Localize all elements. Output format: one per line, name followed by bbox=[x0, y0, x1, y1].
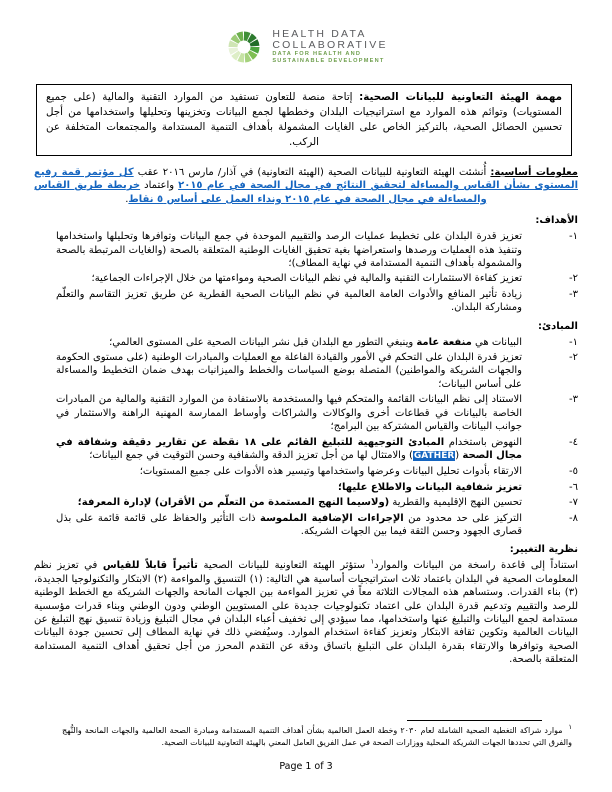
item-text: تعزيز كفاءة الاستثمارات التقنية والمالية في نظم البيانات الصحية ومواءمتها من خلال الإجراءات الجماعية؛ bbox=[91, 273, 522, 285]
background-paragraph: معلومات أساسية: أُنشئت الهيئة التعاونية للبيانات الصحية (الهيئة التعاونية) في آذار/ مارس ٢٠١٦ عقب كل مؤتمر قمة رفيع المستوى بشأن القياس والمساءلة لتحقيق النتائج في مجال الصحة في عام ٢٠١٥ واعتماد خريطة طريق القياس والمساءلة في مجال الصحة في عام ٢٠١٥ ونداء العمل على أساس ٥ نقاط. bbox=[34, 167, 579, 205]
principles-item-6 bbox=[56, 481, 578, 494]
principles-item-3 bbox=[56, 393, 578, 433]
footnote-separator bbox=[407, 720, 542, 721]
item-text: تعزيز قدرة البلدان على تخطيط عمليات الرصد والتقييم الموحدة في جمع البيانات وتوافرها وتحليلها واستخدامها وتنفيذ هذه العمليات ورصدها واستعراضها بغية تحقيق الغايات الوطنية المتعلقة بالصحة (والغايات المرتبطة بالصحة والمشمولة بأهداف التنمية المستدامة في نهاية المطاف)؛ bbox=[56, 231, 522, 270]
footnote-body: موارد شراكة التغطية الصحية الشاملة لعام ٢٠٣٠ وخطة العمل العالمية بشأن أهداف التنمية المستدامة ومبادرة الصحة العالمية والجهات المانحة والنُّهج والفرق التي تحددها الجهات الشريكة المحلية ووزارات الصحة في عمل الفريق العامل المعني بالهيئة التعاونية للبيانات الصحية. bbox=[62, 726, 572, 747]
item-number: ١- bbox=[569, 336, 578, 348]
logo-title-line2: COLLABORATIVE bbox=[272, 38, 388, 51]
principles-item-2 bbox=[56, 351, 578, 391]
principles-item-8 bbox=[56, 512, 578, 539]
objectives-list bbox=[34, 230, 578, 314]
item-text: البيانات هي منفعة عامة وينبغي التطور مع البلدان قبل نشر البيانات الصحية على المستوى العالمي؛ bbox=[109, 336, 522, 348]
logo-title-line1: HEALTH DATA bbox=[272, 28, 367, 41]
item-text: تعزيز قدرة البلدان على التحكم في الأمور والقيادة الفاعلة مع العمليات والمبادرات الوطنية (على مستوى الحكومة والجهات الشريكة والمواطنين) المتصلة بوضع السياسات والخطط والميزانيات بهدف ضمان التخطيط والمساءلة على أساس البيانات؛ bbox=[56, 352, 522, 390]
objectives-heading: الأهداف: bbox=[535, 215, 578, 227]
item-text: زيادة تأثير المنافع والأدوات العامة العالمية في نظم البيانات الصحية القطرية عن طريق تعزيز التقاسم والتعلّم ومشاركة البلدان. bbox=[56, 288, 522, 314]
principles-item-1 bbox=[56, 336, 578, 349]
item-number: ٤- bbox=[569, 436, 578, 448]
footnote-area bbox=[34, 720, 578, 748]
item-number: ٨- bbox=[569, 512, 578, 524]
item-number: ١- bbox=[569, 231, 578, 243]
hdc-ring-icon bbox=[224, 27, 264, 67]
item-number: ٧- bbox=[569, 497, 578, 509]
header bbox=[34, 24, 578, 70]
item-number: ٢- bbox=[569, 273, 578, 285]
item-text: تعزيز شفافية البيانات والاطلاع عليها؛ bbox=[338, 481, 522, 493]
principles-item-5 bbox=[56, 465, 578, 478]
item-number: ٢- bbox=[569, 352, 578, 364]
logo-tagline-line1: DATA FOR HEALTH AND bbox=[272, 50, 362, 57]
gather-link[interactable]: GATHER bbox=[413, 450, 455, 461]
hdc-logo bbox=[224, 27, 387, 67]
principles-list bbox=[34, 336, 578, 539]
hyperlink[interactable]: خريطة طريق القياس والمساءلة في مجال الصحة في عام ٢٠١٥ ونداء العمل على أساس ٥ نقاط bbox=[34, 180, 487, 205]
theory-heading: نظرية التغيير: bbox=[509, 544, 578, 556]
objectives-item-2 bbox=[56, 272, 578, 285]
principles-item-4 bbox=[56, 436, 578, 464]
item-number: ٣- bbox=[569, 288, 578, 300]
page-number: Page 1 of 3 bbox=[279, 761, 333, 772]
mission-box: مهمة الهيئة التعاونية للبيانات الصحية: إتاحة منصة للتعاون تستفيد من الموارد التقنية والمالية (على جميع المستويات) وتوائم هذه الموارد مع استراتيجيات البلدان وخططها لجمع البيانات وتخزينها وتحليلها واستخدامها من أجل تحسين الحصائل الصحية، بالتركيز الخاص على الغايات المشمولة بأهداف التنمية المستدامة والمجتمعات المتخلفة عن الركب. bbox=[36, 84, 572, 156]
logo-tagline-line2: SUSTAINABLE DEVELOPMENT bbox=[272, 58, 385, 64]
footnote-text bbox=[34, 725, 578, 748]
hyperlink[interactable]: كل مؤتمر قمة رفيع المستوى بشأن القياس والمساءلة لتحقيق النتائج في مجال الصحة في عام ٢٠١٥ bbox=[34, 167, 579, 192]
item-text: تحسين النهج الإقليمية والقطرية (ولاسيما النهج المستمدة من التعلّم من الأقران) لإدارة المعرفة؛ bbox=[77, 497, 522, 509]
principles-heading: المبادئ: bbox=[537, 320, 578, 332]
item-text: الارتقاء بأدوات تحليل البيانات وعرضها واستخدامها وتيسير هذه الأدوات على جميع المستويات؛ bbox=[139, 466, 522, 478]
principles-item-7 bbox=[56, 496, 578, 509]
objectives-item-1 bbox=[56, 230, 578, 270]
theory-paragraph: استناداً إلى قاعدة راسخة من البيانات والموارد$^١$ ستؤثر الهيئة التعاونية للبيانات الصحية تأثيراً قابلاً للقياس في تعزيز نظم المعلومات الصحية في البلدان باعتماد ثلاث استراتيجيات أساسية هي التالية: (١) التنسيق والمواءمة (٢) الابتكار والتكنولوجيا الجديدة، (٣) بناء القدرات. وستساهم هذه المجالات الثلاثة معاً في تعزيز المواءمة بين الجهات المانحة والجهات الشريكة مع الخطط الوطنية للرصد والتقييم وتدعيم قدرة البلدان على اعتماد تكنولوجيات جديدة على المستويين الوطني ودون الوطني وبناء قدرات مؤسسية مستدامة لجمع البيانات والتبليغ عنها واستخدامها، مما سيؤدي إلى تخفيف أعباء البلدان في مجال التبليغ وزيادة تنسيق نهج التبليغ عن البيانات العالمية وتكوين ثقافة الابتكار وتعزيز كفاءة استخدام الموارد. وسيُفضي ذلك في نهاية المطاف إلى تحسين جودة البيانات الصحية وتوافرها والارتقاء بقدرة البلدان على التبليغ باتساق ودقة عن التقدم المحرز من أجل تحقيق أهداف التنمية المستدامة المتعلقة بالصحة. bbox=[34, 558, 579, 666]
item-number: ٣- bbox=[569, 394, 578, 406]
item-number: ٦- bbox=[569, 481, 578, 493]
item-text: الاستناد إلى نظم البيانات القائمة والمتحكم فيها والمستخدمة بالاستفادة من الموارد التقنية والمالية من المبادرات الخاصة بالبيانات في قطاعات أخرى والوكالات والشراكات وأوساط الممارسة المهنية الراهنة والاستثمار في جوانب البيانات والقياس المشتركة بين البرامج؛ bbox=[56, 394, 522, 433]
objectives-item-3 bbox=[56, 288, 578, 315]
item-text: النهوض باستخدام المبادئ التوجيهية للتبليغ القائم على ١٨ نقطة عن تقارير دقيقة وشفافة في مجال الصحة (GATHER) والامتثال لها من أجل تعزيز الدقة والشفافية وحسن التوقيت في جمع البيانات؛ bbox=[56, 436, 523, 461]
item-text: التركيز على حد محدود من الإجراءات الإضافية الملموسة ذات التأثير والحفاظ على قائمة قائمة على بذل قصارى الجهود وحسن الثقة فيما بين الجهات الشريكة. bbox=[56, 512, 523, 537]
footnote-marker: ١ bbox=[568, 723, 572, 732]
item-number: ٥- bbox=[569, 466, 578, 478]
logo-text bbox=[272, 29, 387, 64]
